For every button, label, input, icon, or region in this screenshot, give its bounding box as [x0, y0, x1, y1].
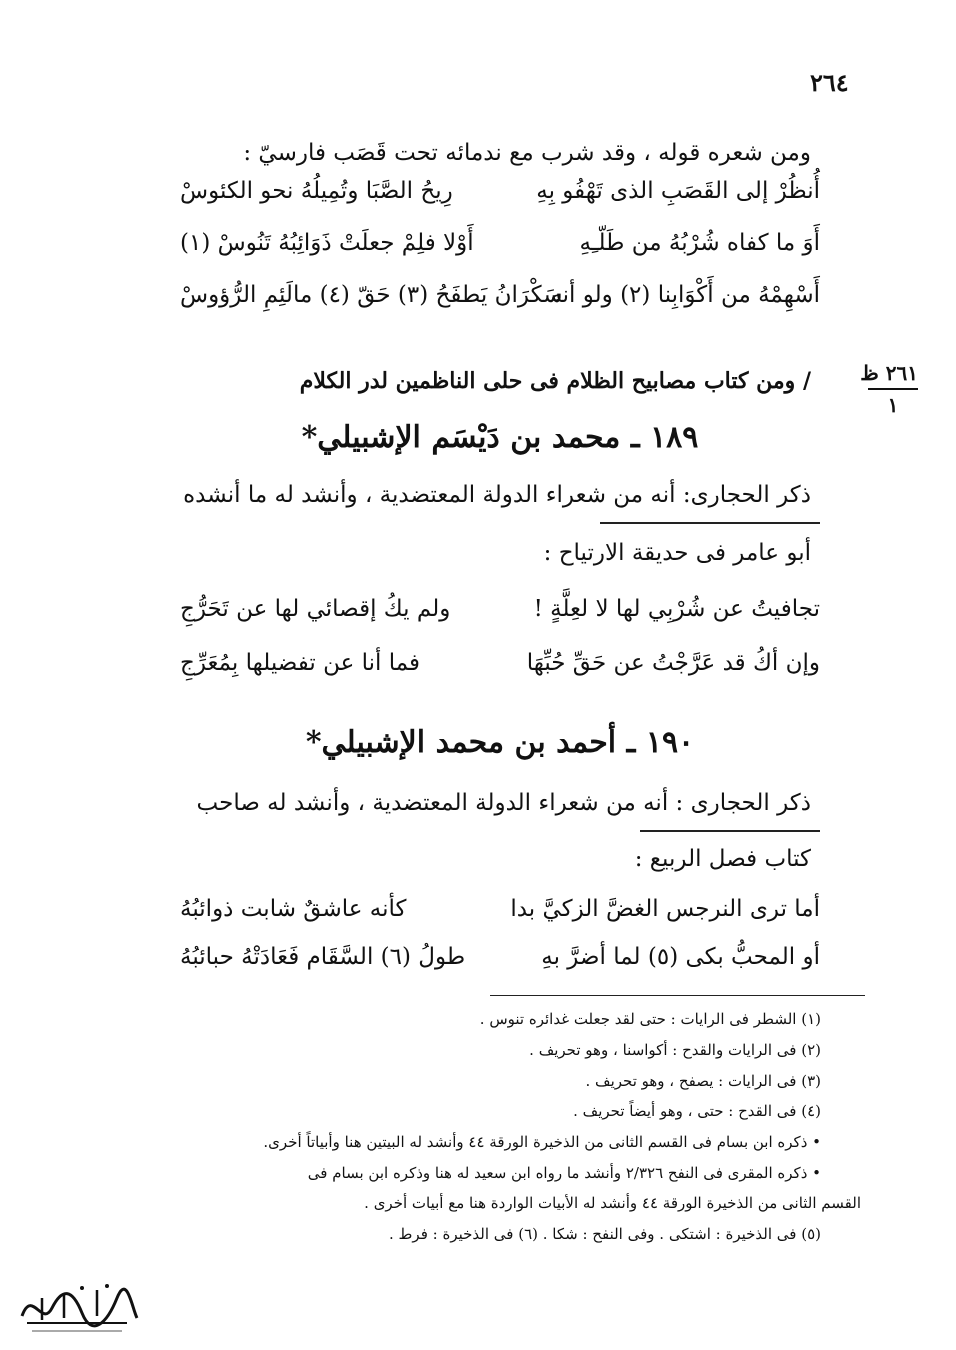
verse-hemistich-right: أو المحبُّ بكى (٥) لما أضرَّ بهِ — [541, 944, 820, 970]
verse-hemistich-left: ولم يكُ إقصائي لها عن تَحَرُّجِ — [180, 596, 451, 622]
entry-189-line-1: ذكر الحجارى: أنه من شعراء الدولة المعتضدية ، وأنشد له ما أنشده — [183, 482, 811, 508]
footnote-separator — [490, 995, 865, 996]
verse-hemistich-left: فما أنا عن تفضيلها بِمُعَرِّجِ — [180, 650, 421, 676]
verse-hemistich-left: أَوْلا فلِمْ جعلَتْ ذَوَائِبُهُ تَنُوسْ (١) — [180, 230, 474, 256]
entry-189-title: ١٨٩ ـ محمد بن دَيْسَم الإشبيلي* — [301, 420, 699, 455]
entry-190-line-1: ذكر الحجارى : أنه من شعراء الدولة المعتضدية ، وأنشد له صاحب — [196, 790, 811, 816]
margin-folio-top: ٢٦١ ظ — [860, 361, 918, 385]
verse-hemistich-right: أَوَ ما كفاه شُرْبُهُ من طَلّـِهِ — [579, 230, 820, 256]
footnote: (٤) فى القدح : حتى ، وهو أيضاً تحريف . — [573, 1102, 821, 1120]
verse-hemistich-left: سَكْرَانُ يَطفَحُ (٣) حَقّ (٤) مالَئِمِ الرُّؤوسْ — [180, 282, 563, 308]
verse-hemistich-left: كأنه عاشقٌ شابت ذوائبُهُ — [180, 896, 407, 922]
verse-hemistich-left: رِيحُ الصَّبَا وتُمِيلُهُ نحو الكئوسْ — [180, 178, 453, 204]
footnote: القسم الثانى من الذخيرة الورقة ٤٤ وأنشد له الأبيات الواردة هنا مع أبيات أخرى . — [364, 1194, 861, 1212]
verse-hemistich-left: طولُ (٦) السَّقَام فَعَادَتْهُ حبائبُهُ — [180, 944, 466, 970]
footnote: (١) الشطر فى الرايات : حتى لقد جعلت غدائره تنوس . — [479, 1010, 821, 1028]
verse-line — [180, 944, 820, 984]
entry-190-title: ١٩٠ ـ أحمد بن محمد الإشبيلي* — [305, 725, 695, 760]
verse-line — [180, 650, 820, 690]
verse-hemistich-right: أَسْهِمْهُ من أَكْوَابِنا (٢) ولو أنه — [550, 282, 820, 308]
verse-line — [180, 178, 820, 218]
margin-folio-bottom: ١ — [887, 393, 899, 417]
verse-line — [180, 596, 820, 636]
underline-rule — [600, 522, 820, 524]
margin-folio-note — [860, 360, 918, 418]
intro-line: ومن شعره قوله ، وقد شرب مع ندمائه تحت قَصَب فارسيّ : — [243, 140, 811, 166]
verse-hemistich-right: تجافيتُ عن شُرْبِي لها لا لعِلَّةٍ ! — [533, 596, 820, 622]
verse-line — [180, 230, 820, 270]
verse-hemistich-right: أُنظُرْ إلى القَصَبِ الذى تَهْفُو بِهِ — [536, 178, 820, 204]
verse-line — [180, 896, 820, 936]
margin-folio-rule — [868, 388, 918, 390]
footnote: (٥) فى الذخيرة : اشتكى . وفى النفح : شكا . (٦) فى الذخيرة : فرط . — [389, 1225, 821, 1243]
entry-189-line-2: أبو عامر فى حديقة الارتياح : — [543, 540, 811, 566]
footnote: (٢) فى الرايات والقدح : أكواسنا ، وهو تحريف . — [529, 1041, 821, 1059]
entry-190-line-2: كتاب فصل الربيع : — [634, 846, 811, 872]
source-book-line: / ومن كتاب مصابيح الظلام فى حلى الناظمين لدر الكلام — [299, 368, 811, 394]
verse-hemistich-right: أما ترى النرجس الغضَّ الزكيَّ بدا — [510, 896, 820, 922]
footnote: (٣) فى الرايات : يصفح ، وهو تحريف . — [585, 1072, 821, 1090]
footnote: • ذكره ابن بسام فى القسم الثانى من الذخيرة الورقة ٤٤ وأنشد له البيتين هنا وأبياتاً أخرى. — [263, 1133, 821, 1151]
page-number: ٢٦٤ — [810, 68, 849, 97]
verse-line — [180, 282, 820, 322]
footnote: • ذكره المقرى فى النفح ٢/٣٢٦ وأنشد ما رواه ابن سعيد له هنا وذكره ابن بسام فى — [307, 1164, 821, 1182]
calligraphy-logo-icon — [12, 1268, 142, 1338]
verse-hemistich-right: وإن أكُ قد عَرَّجْتُ عن حَقِّ حُبِّهَا — [526, 650, 820, 676]
underline-rule — [640, 830, 820, 832]
